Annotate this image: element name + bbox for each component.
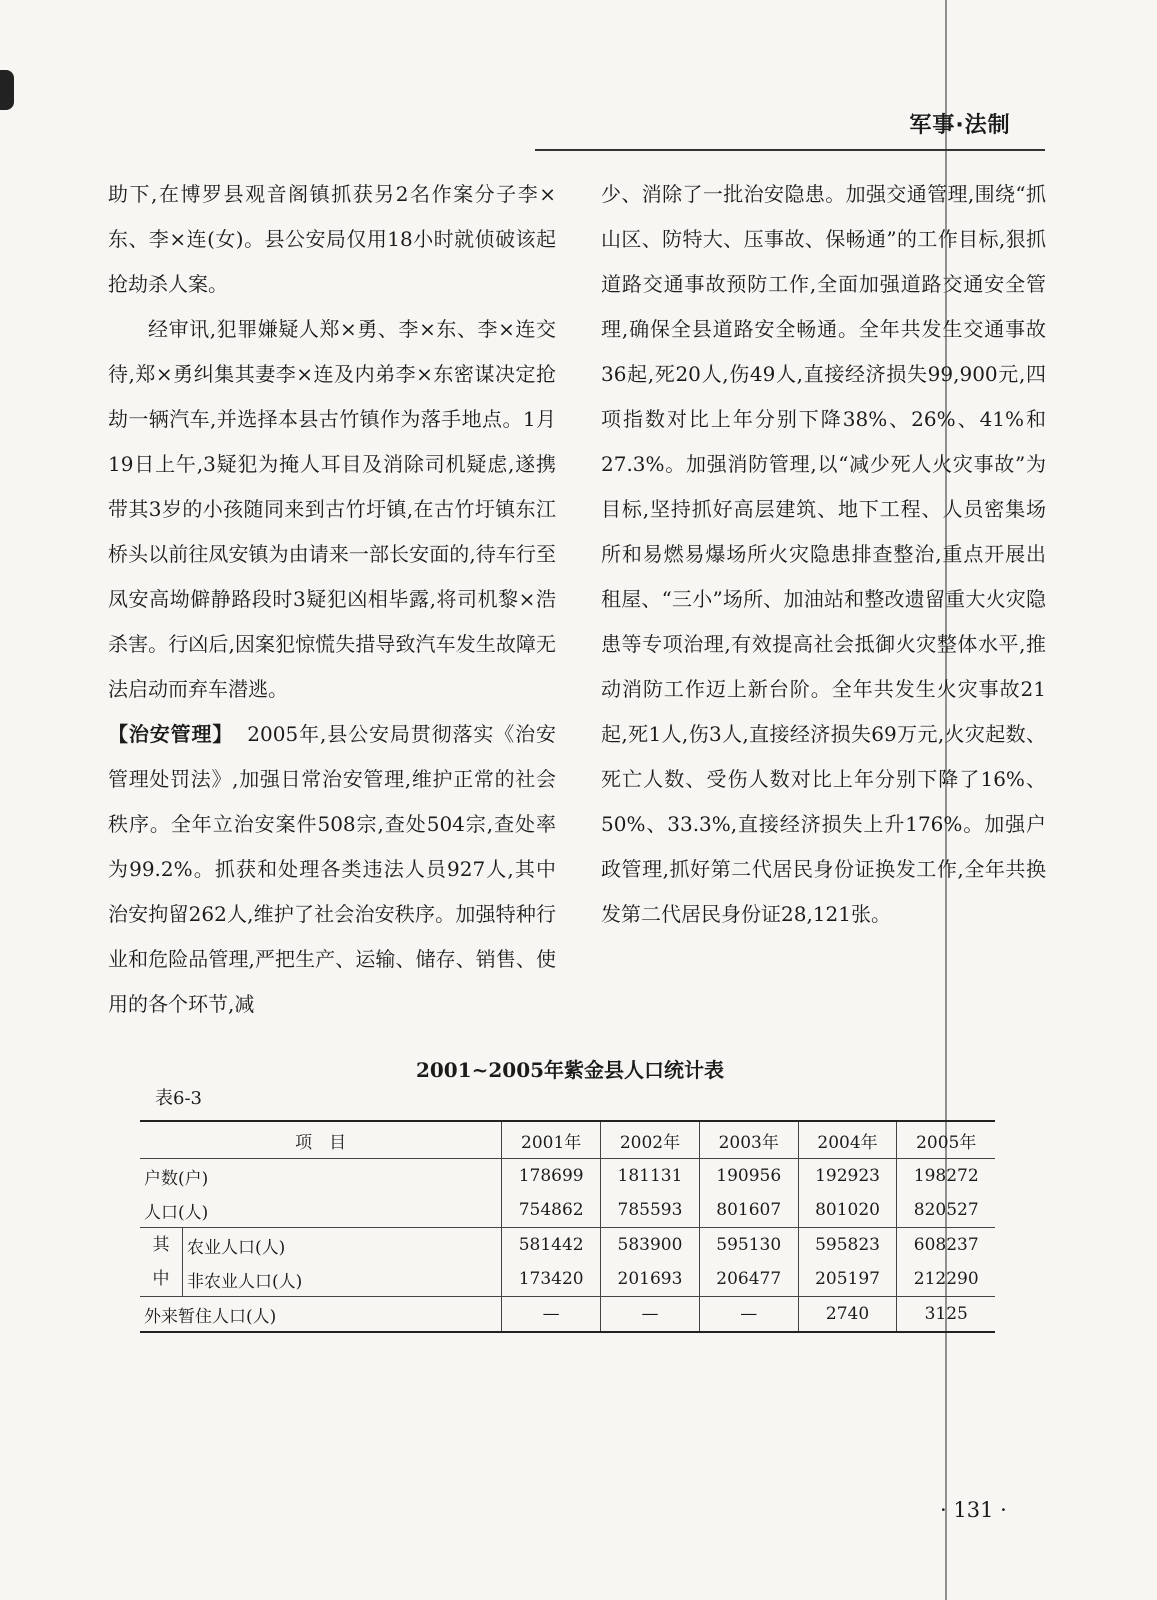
header-year: 2003年	[699, 1121, 798, 1159]
table-row	[140, 1228, 995, 1263]
row-label: 人口(人)	[144, 1202, 209, 1223]
cell: 206477	[699, 1262, 798, 1297]
section-paragraph	[108, 712, 556, 1027]
section-label: 【治安管理】	[108, 722, 234, 746]
page-number: · 131 ·	[940, 1498, 1007, 1522]
cell: 192923	[798, 1159, 897, 1194]
paragraph: 少、消除了一批治安隐患。加强交通管理,围绕“抓山区、防特大、压事故、保畅通”的工作目标,狠抓道路交通事故预防工作,全面加强道路交通安全管理,确保全县道路安全畅通。全年共发生交通事故36起,死20人,伤49人,直接经济损失99,900元,四项指数对比上年分别下降38%、26%、41%和27.3%。加强消防管理,以“减少死人火灾事故”为目标,坚持抓好高层建筑、地下工程、人员密集场所和易燃易爆场所火灾隐患排查整治,重点开展出租屋、“三小”场所、加油站和整改遗留重大火灾隐患等专项治理,有效提高社会抵御火灾整体水平,推动消防工作迈上新台阶。全年共发生火灾事故21起,死1人,伤3人,直接经济损失69万元,火灾起数、死亡人数、受伤人数对比上年分别下降了16%、50%、33.3%,直接经济损失上升176%。加强户政管理,抓好第二代居民身份证换发工作,全年共换发第二代居民身份证28,121张。	[601, 182, 1046, 926]
cell: 820527	[897, 1193, 995, 1228]
table-label: 表6-3	[155, 1088, 202, 1109]
cell: 198272	[897, 1159, 995, 1194]
cell: 205197	[798, 1262, 897, 1297]
qizhong-label-bottom: 中	[152, 1269, 170, 1289]
cell: —	[601, 1297, 700, 1333]
header-year: 2001年	[502, 1121, 601, 1159]
cell: 608237	[897, 1228, 995, 1263]
cell: —	[502, 1297, 601, 1333]
cell: 583900	[601, 1228, 700, 1263]
left-column	[108, 172, 556, 1027]
table-row	[140, 1159, 995, 1194]
paragraph: 经审讯,犯罪嫌疑人郑×勇、李×东、李×连交待,郑×勇纠集其妻李×连及内弟李×东密谋决定抢劫一辆汽车,并选择本县古竹镇作为落手地点。1月19日上午,3疑犯为掩人耳目及消除司机疑虑,遂携带其3岁的小孩随同来到古竹圩镇,在古竹圩镇东江桥头以前往凤安镇为由请来一部长安面的,待车行至凤安高坳僻静路段时3疑犯凶相毕露,将司机黎×浩杀害。行凶后,因案犯惊慌失措导致汽车发生故障无法启动而弃车潜逃。	[108, 317, 556, 701]
table-title: 2001~2005年紫金县人口统计表	[415, 1058, 725, 1082]
cell: 173420	[502, 1262, 601, 1297]
row-label: 户数(户)	[144, 1168, 209, 1189]
right-column	[601, 172, 1046, 937]
table-row	[140, 1262, 995, 1297]
header-year: 2005年	[897, 1121, 995, 1159]
cell: 581442	[502, 1228, 601, 1263]
header-rule	[535, 149, 1045, 151]
running-header: 军事·法制	[909, 113, 1011, 138]
table-row	[140, 1193, 995, 1228]
cell: 595130	[699, 1228, 798, 1263]
table-header-row	[140, 1121, 995, 1159]
cell: —	[699, 1297, 798, 1333]
header-year: 2004年	[798, 1121, 897, 1159]
cell: 785593	[601, 1193, 700, 1228]
cell: 801607	[699, 1193, 798, 1228]
header-item: 项 目	[140, 1121, 502, 1159]
cell: 178699	[502, 1159, 601, 1194]
population-table	[140, 1120, 995, 1333]
row-label: 农业人口(人)	[183, 1228, 502, 1263]
qizhong-label-top: 其	[140, 1228, 183, 1263]
cell: 181131	[601, 1159, 700, 1194]
cell: 801020	[798, 1193, 897, 1228]
cell: 2740	[798, 1297, 897, 1333]
row-label: 非农业人口(人)	[183, 1262, 502, 1297]
scan-edge-mark	[0, 70, 14, 110]
cell: 190956	[699, 1159, 798, 1194]
cell: 201693	[601, 1262, 700, 1297]
table-row	[140, 1297, 995, 1333]
cell: 595823	[798, 1228, 897, 1263]
cell: 212290	[897, 1262, 995, 1297]
cell: 3125	[897, 1297, 995, 1333]
paragraph: 助下,在博罗县观音阁镇抓获另2名作案分子李×东、李×连(女)。县公安局仅用18小时就侦破该起抢劫杀人案。	[108, 182, 556, 296]
header-year: 2002年	[601, 1121, 700, 1159]
cell: 754862	[502, 1193, 601, 1228]
row-label: 外来暂住人口(人)	[140, 1297, 502, 1333]
section-text: 2005年,县公安局贯彻落实《治安管理处罚法》,加强日常治安管理,维护正常的社会秩序。全年立治安案件508宗,查处504宗,查处率为99.2%。抓获和处理各类违法人员927人,其中治安拘留262人,维护了社会治安秩序。加强特种行业和危险品管理,严把生产、运输、储存、销售、使用的各个环节,减	[108, 722, 557, 1016]
